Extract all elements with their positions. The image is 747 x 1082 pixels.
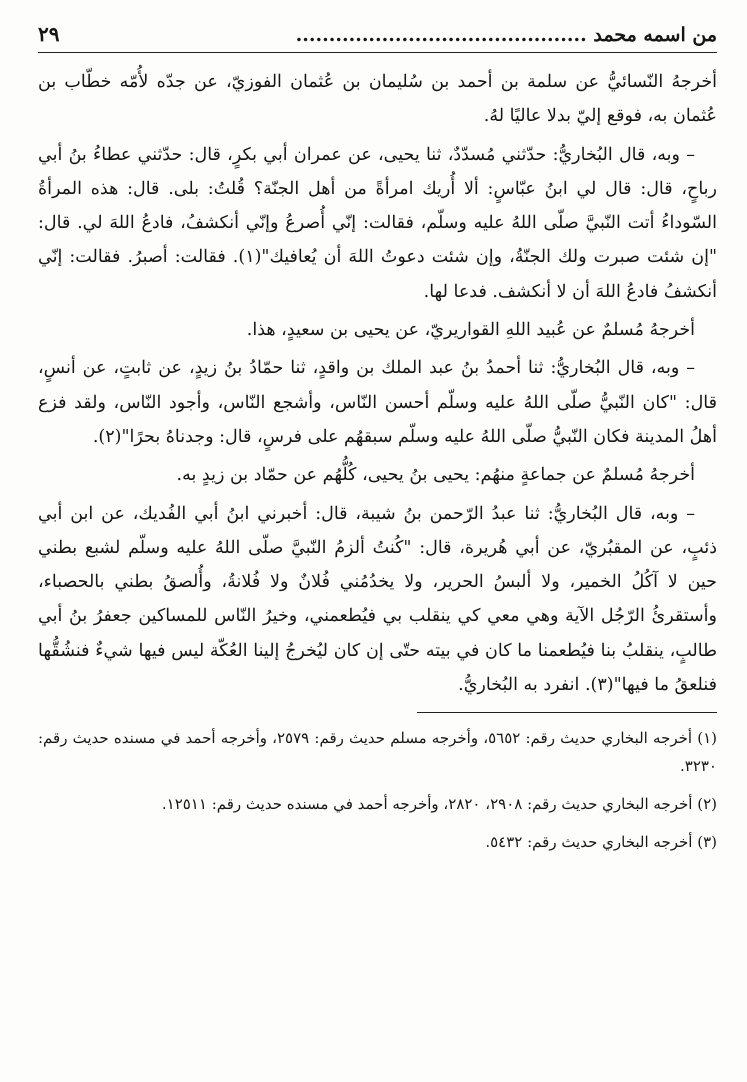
paragraph: – وبه، قال البُخاريُّ: ثنا عبدُ الرّحمن بنُ شيبة، قال: أخبرني ابنُ أبي الفُديك، عن ابن أبي ذئبٍ، عن المقبُريّ، عن أبي هُريرة، قال: "كُنتُ ألزمُ النّبيَّ صلّى اللهُ عليه وسلّم لشبع بطني حين لا آكُلُ الخمير، ولا ألبسُ الحرير، ولا يخدُمُني فُلانٌ ولا فُلانةُ، وأُلصقُ بطني بالحصباء، وأستقرئُ الرّجُل الآية وهي معي كي ينقلب بي فيُطعمني، وخيرُ النّاس للمساكين جعفرُ بنُ أبي طالبٍ، ينقلبُ بنا فيُطعمنا ما كان في بيته حتّى إن كان ليُخرجُ إلينا العُكّة ليس فيها شيءٌ فنشُقُّها فنلعقُ ما فيها"(٣). انفرد به البُخاريُّ. — [38, 503, 717, 696]
running-header — [38, 22, 717, 53]
main-text — [38, 65, 717, 702]
page-number: ٢٩ — [38, 22, 60, 46]
footnote: (٢) أخرجه البخاري حديث رقم: ٢٩٠٨، ٢٨٢٠، وأخرجه أحمد في مسنده حديث رقم: ١٢٥١١. — [161, 794, 717, 813]
paragraph: – وبه، قال البُخاريُّ: ثنا أحمدُ بنُ عبد الملك بن واقدٍ، ثنا حمّادُ بنُ زيدٍ، عن ثابتٍ، عن أنسٍ، قال: "كان النّبيُّ صلّى اللهُ عليه وسلّم أحسن النّاس، وأشجع النّاس، وأجود النّاس، ولقد فزع أهلُ المدينة فكان النّبيُّ صلّى اللهُ عليه وسلّم سبقهُم على فرسٍ، قال: وجدناهُ بحرًا"(٢). — [38, 358, 717, 447]
paragraph: – وبه، قال البُخاريُّ: حدّثني مُسدّدٌ، ثنا يحيى، عن عمران أبي بكرٍ، قال: حدّثني عطاءُ بنُ أبي رباحٍ، قال: قال لي ابنُ عبّاسٍ: ألا أُريك امرأةً من أهل الجنّة؟ قُلتُ: بلى. قال: هذه المرأةُ السّوداءُ أتت النّبيَّ صلّى اللهُ عليه وسلّم، فقالت: إنّي أُصرعُ وإنّي أنكشفُ، فادعُ اللهَ لي. قال: "إن شئت صبرت ولك الجنّةُ، وإن شئت دعوتُ اللهَ أن يُعافيك"(١). فقالت: أصبرُ. فقالت: إنّي أنكشفُ فادعُ اللهَ أن لا أنكشف. فدعا لها. — [38, 144, 717, 302]
chapter-title: من اسمه محمد — [593, 24, 717, 46]
footnote: (١) أخرجه البخاري حديث رقم: ٥٦٥٢، وأخرجه مسلم حديث رقم: ٢٥٧٩، وأخرجه أحمد في مسنده حديث رقم: ٣٢٣٠. — [38, 729, 718, 776]
paragraph: أخرجهُ النّسائيُّ عن سلمة بن أحمد بن سُليمان بن عُثمان الفوزيّ، عن جدّه لأُمّه خطّاب بن عُثمان به، فوقع إليّ بدلا عاليًا لهُ. — [38, 72, 717, 127]
paragraph: أخرجهُ مُسلمٌ عن عُبيد اللهِ القواريريّ، عن يحيى بن سعيدٍ، هذا. — [246, 320, 695, 341]
footnote-divider — [417, 712, 717, 713]
paragraph: أخرجهُ مُسلمٌ عن جماعةٍ منهُم: يحيى بنُ يحيى، كُلُّهُم عن حمّاد بن زيدٍ به. — [176, 465, 695, 486]
footnotes — [38, 725, 717, 856]
header-title — [296, 24, 717, 46]
footnote: (٣) أخرجه البخاري حديث رقم: ٥٤٣٢. — [485, 832, 717, 851]
leader-dots: ............................................ — [295, 24, 587, 46]
